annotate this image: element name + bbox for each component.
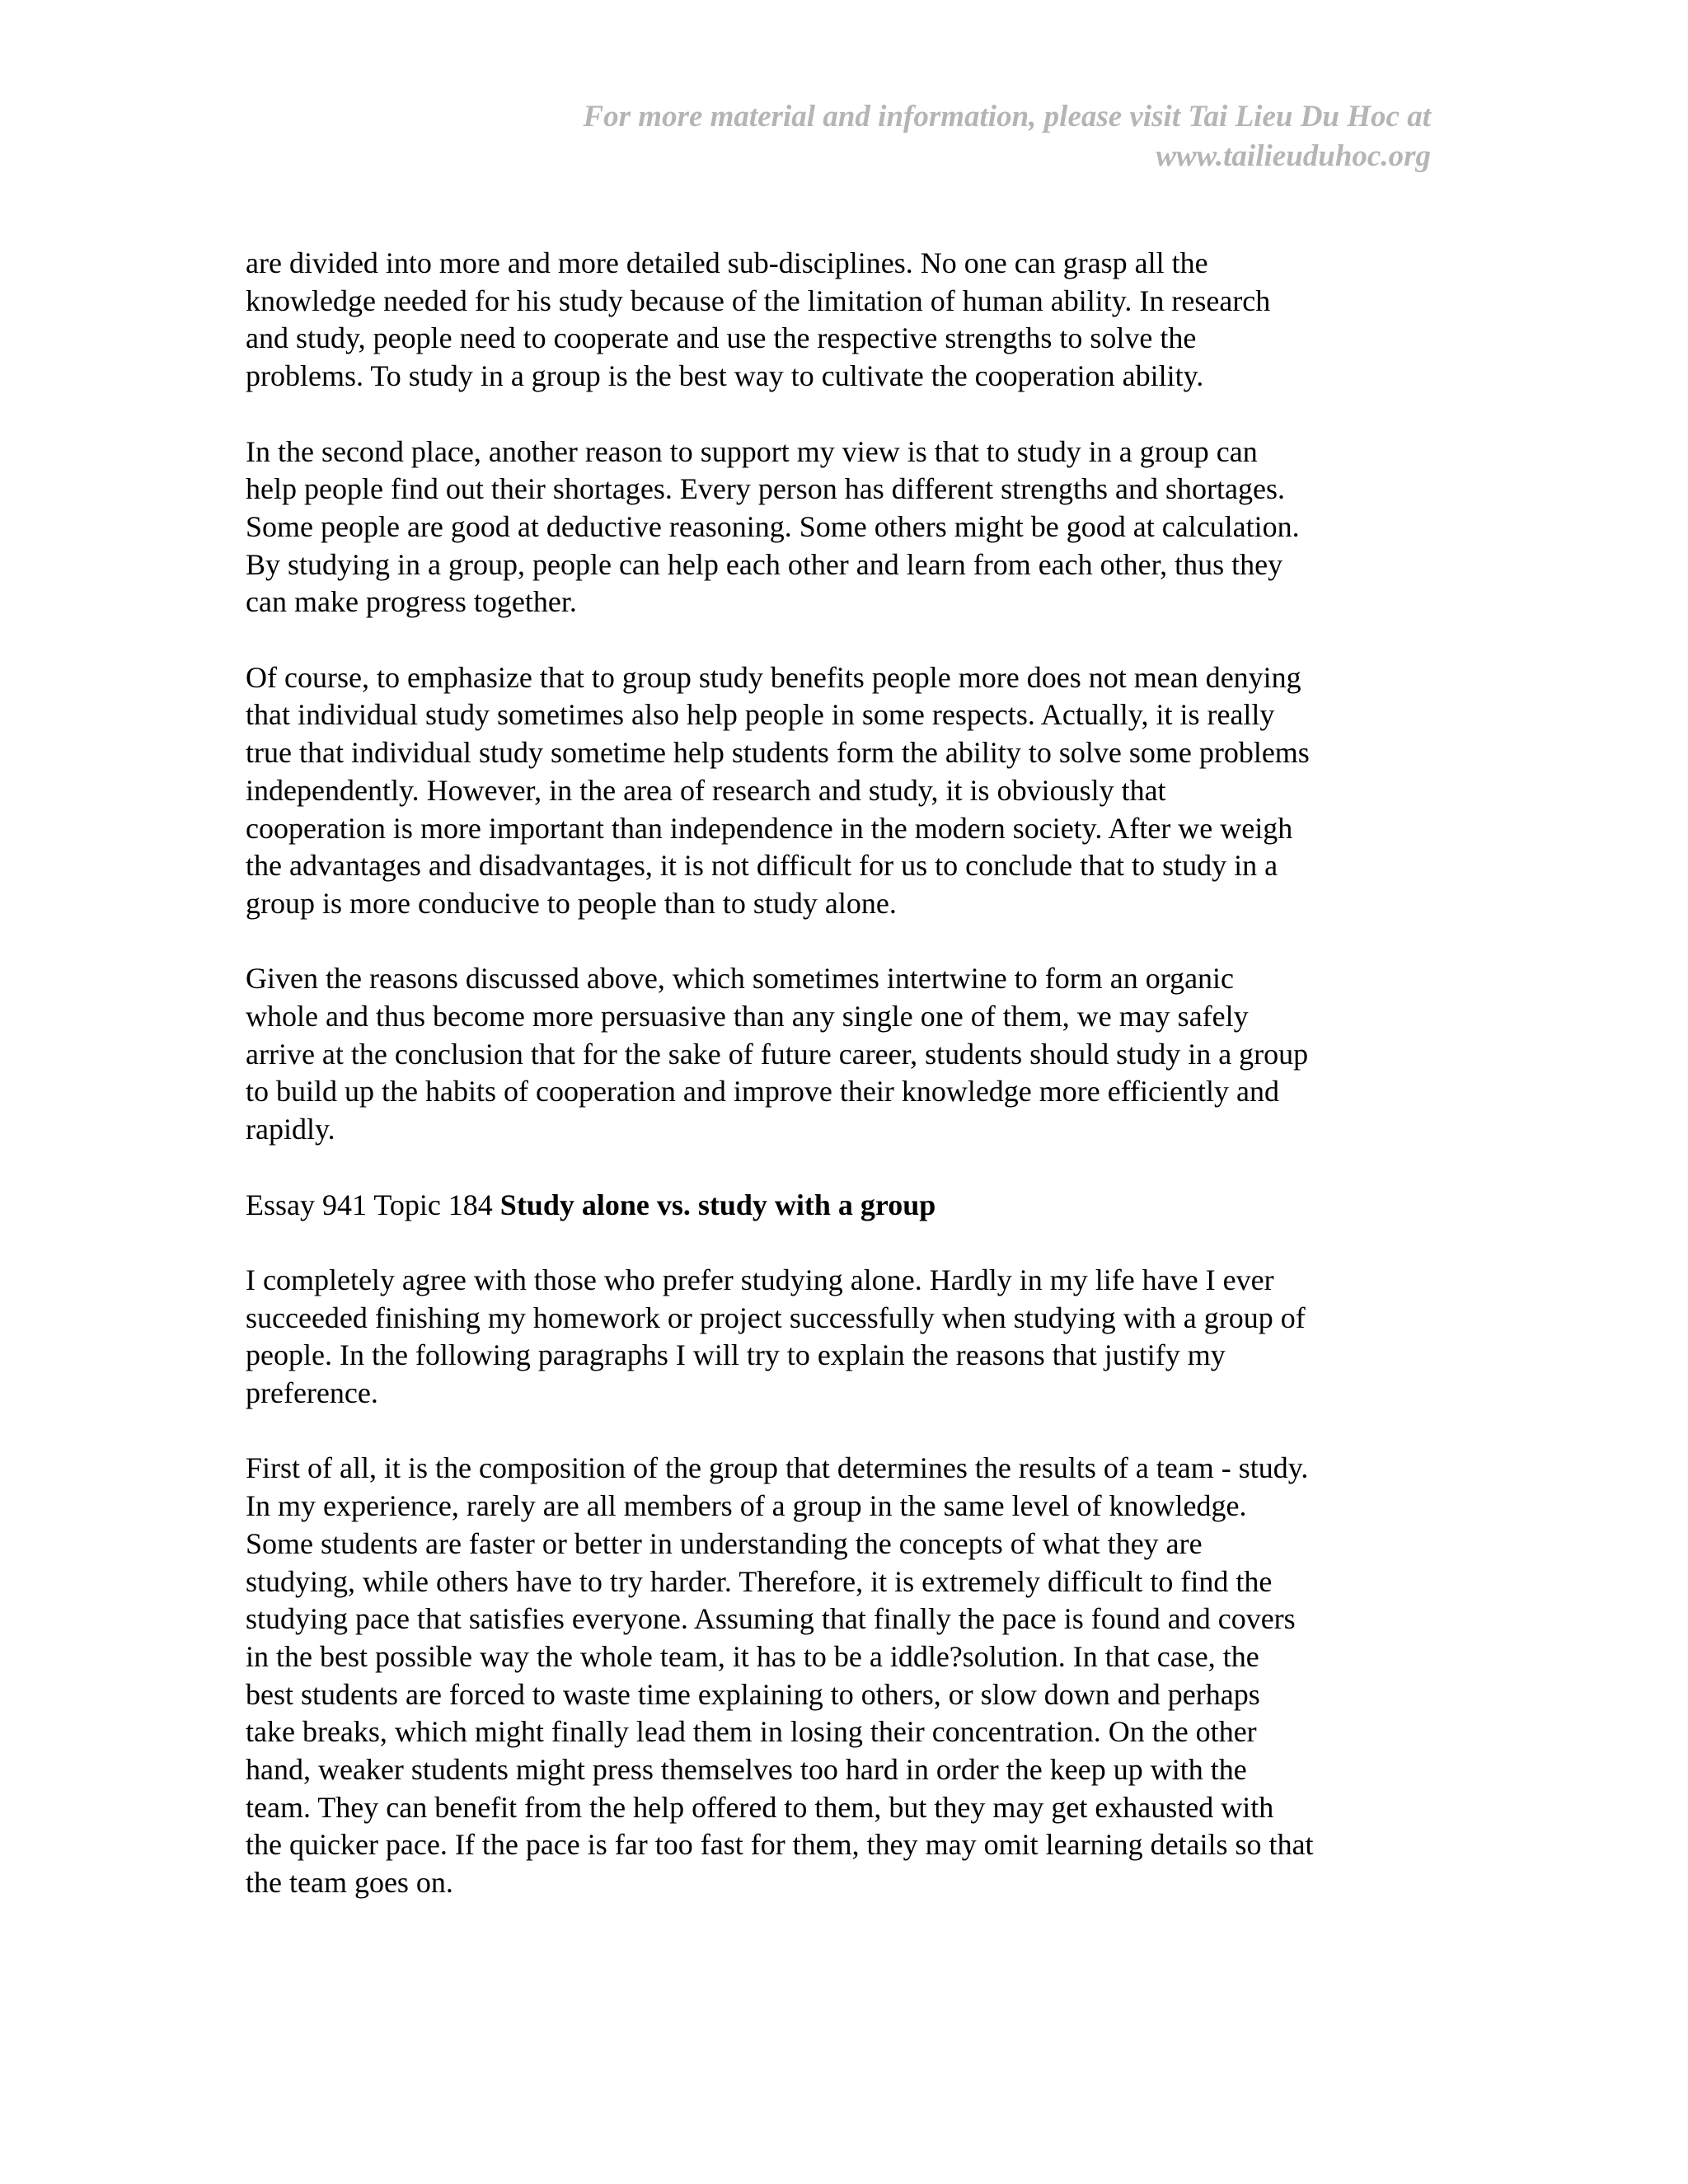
text-line: cooperation is more important than independence in the modern society. After we weigh: [246, 811, 1293, 845]
header-line-2: www.tailieuduhoc.org: [1156, 139, 1431, 173]
text-line: By studying in a group, people can help each other and learn from each other, thus they: [246, 547, 1283, 581]
text-line: rapidly.: [246, 1113, 335, 1146]
text-line: studying, while others have to try harder. Therefore, it is extremely difficult to find the: [246, 1564, 1273, 1598]
text-line: Of course, to emphasize that to group study benefits people more does not mean denying: [246, 660, 1301, 694]
text-line: the team goes on.: [246, 1866, 453, 1900]
text-line: First of all, it is the composition of the group that determines the results of a team - study.: [246, 1451, 1309, 1485]
text-line: In my experience, rarely are all members of a group in the same level of knowledge.: [246, 1489, 1247, 1523]
text-line: are divided into more and more detailed sub-disciplines. No one can grasp all the: [246, 246, 1208, 279]
paragraph: [246, 659, 1449, 923]
document-body: [246, 245, 1449, 1940]
text-line: I completely agree with those who prefer studying alone. Hardly in my life have I ever: [246, 1263, 1274, 1296]
text-line: whole and thus become more persuasive than any single one of them, we may safely: [246, 1000, 1249, 1033]
text-line: studying pace that satisfies everyone. Assuming that finally the pace is found and covers: [246, 1602, 1296, 1636]
text-line: can make progress together.: [246, 585, 577, 619]
text-line: preference.: [246, 1376, 378, 1410]
paragraphs-before: [246, 245, 1449, 1149]
text-line: arrive at the conclusion that for the sake of future career, students should study in a group: [246, 1037, 1309, 1071]
text-line: team. They can benefit from the help offered to them, but they may get exhausted with: [246, 1790, 1274, 1824]
text-line: knowledge needed for his study because of the limitation of human ability. In research: [246, 284, 1271, 317]
essay-heading-label: Essay 941 Topic 184: [246, 1188, 500, 1221]
paragraphs-after: [246, 1262, 1449, 1902]
text-line: problems. To study in a group is the best way to cultivate the cooperation ability.: [246, 359, 1204, 393]
paragraph: [246, 960, 1449, 1149]
text-line: that individual study sometimes also help people in some respects. Actually, it is really: [246, 698, 1275, 732]
text-line: Some students are faster or better in understanding the concepts of what they are: [246, 1526, 1203, 1560]
text-line: hand, weaker students might press themselves too hard in order the keep up with the: [246, 1753, 1247, 1787]
text-line: true that individual study sometime help students form the ability to solve some problems: [246, 736, 1310, 770]
text-line: to build up the habits of cooperation and improve their knowledge more efficiently and: [246, 1075, 1279, 1108]
paragraph: [246, 434, 1449, 622]
essay-heading-title: Study alone vs. study with a group: [499, 1188, 936, 1221]
paragraph: [246, 1450, 1449, 1901]
text-line: independently. However, in the area of research and study, it is obviously that: [246, 773, 1166, 807]
text-line: the advantages and disadvantages, it is not difficult for us to conclude that to study in a: [246, 849, 1278, 883]
text-line: help people find out their shortages. Every person has different strengths and shortages.: [246, 472, 1286, 506]
text-line: people. In the following paragraphs I will try to explain the reasons that justify my: [246, 1338, 1226, 1372]
header-line-1: For more material and information, please visit Tai Lieu Du Hoc at: [583, 100, 1431, 134]
paragraph: [246, 1262, 1449, 1413]
text-line: the quicker pace. If the pace is far too fast for them, they may omit learning details so that: [246, 1828, 1314, 1862]
page-header: [442, 97, 1431, 176]
essay-heading: [246, 1187, 1449, 1225]
text-line: succeeded finishing my homework or project successfully when studying with a group of: [246, 1301, 1306, 1334]
text-line: Given the reasons discussed above, which sometimes intertwine to form an organic: [246, 962, 1235, 996]
text-line: in the best possible way the whole team, it has to be a iddle?solution. In that case, the: [246, 1639, 1259, 1673]
text-line: Some people are good at deductive reasoning. Some others might be good at calculation.: [246, 509, 1300, 543]
paragraph: [246, 245, 1449, 396]
text-line: In the second place, another reason to support my view is that to study in a group can: [246, 434, 1258, 468]
text-line: and study, people need to cooperate and use the respective strengths to solve the: [246, 321, 1197, 355]
text-line: take breaks, which might finally lead them in losing their concentration. On the other: [246, 1715, 1257, 1749]
text-line: best students are forced to waste time explaining to others, or slow down and perhaps: [246, 1677, 1260, 1711]
text-line: group is more conducive to people than to study alone.: [246, 886, 897, 920]
